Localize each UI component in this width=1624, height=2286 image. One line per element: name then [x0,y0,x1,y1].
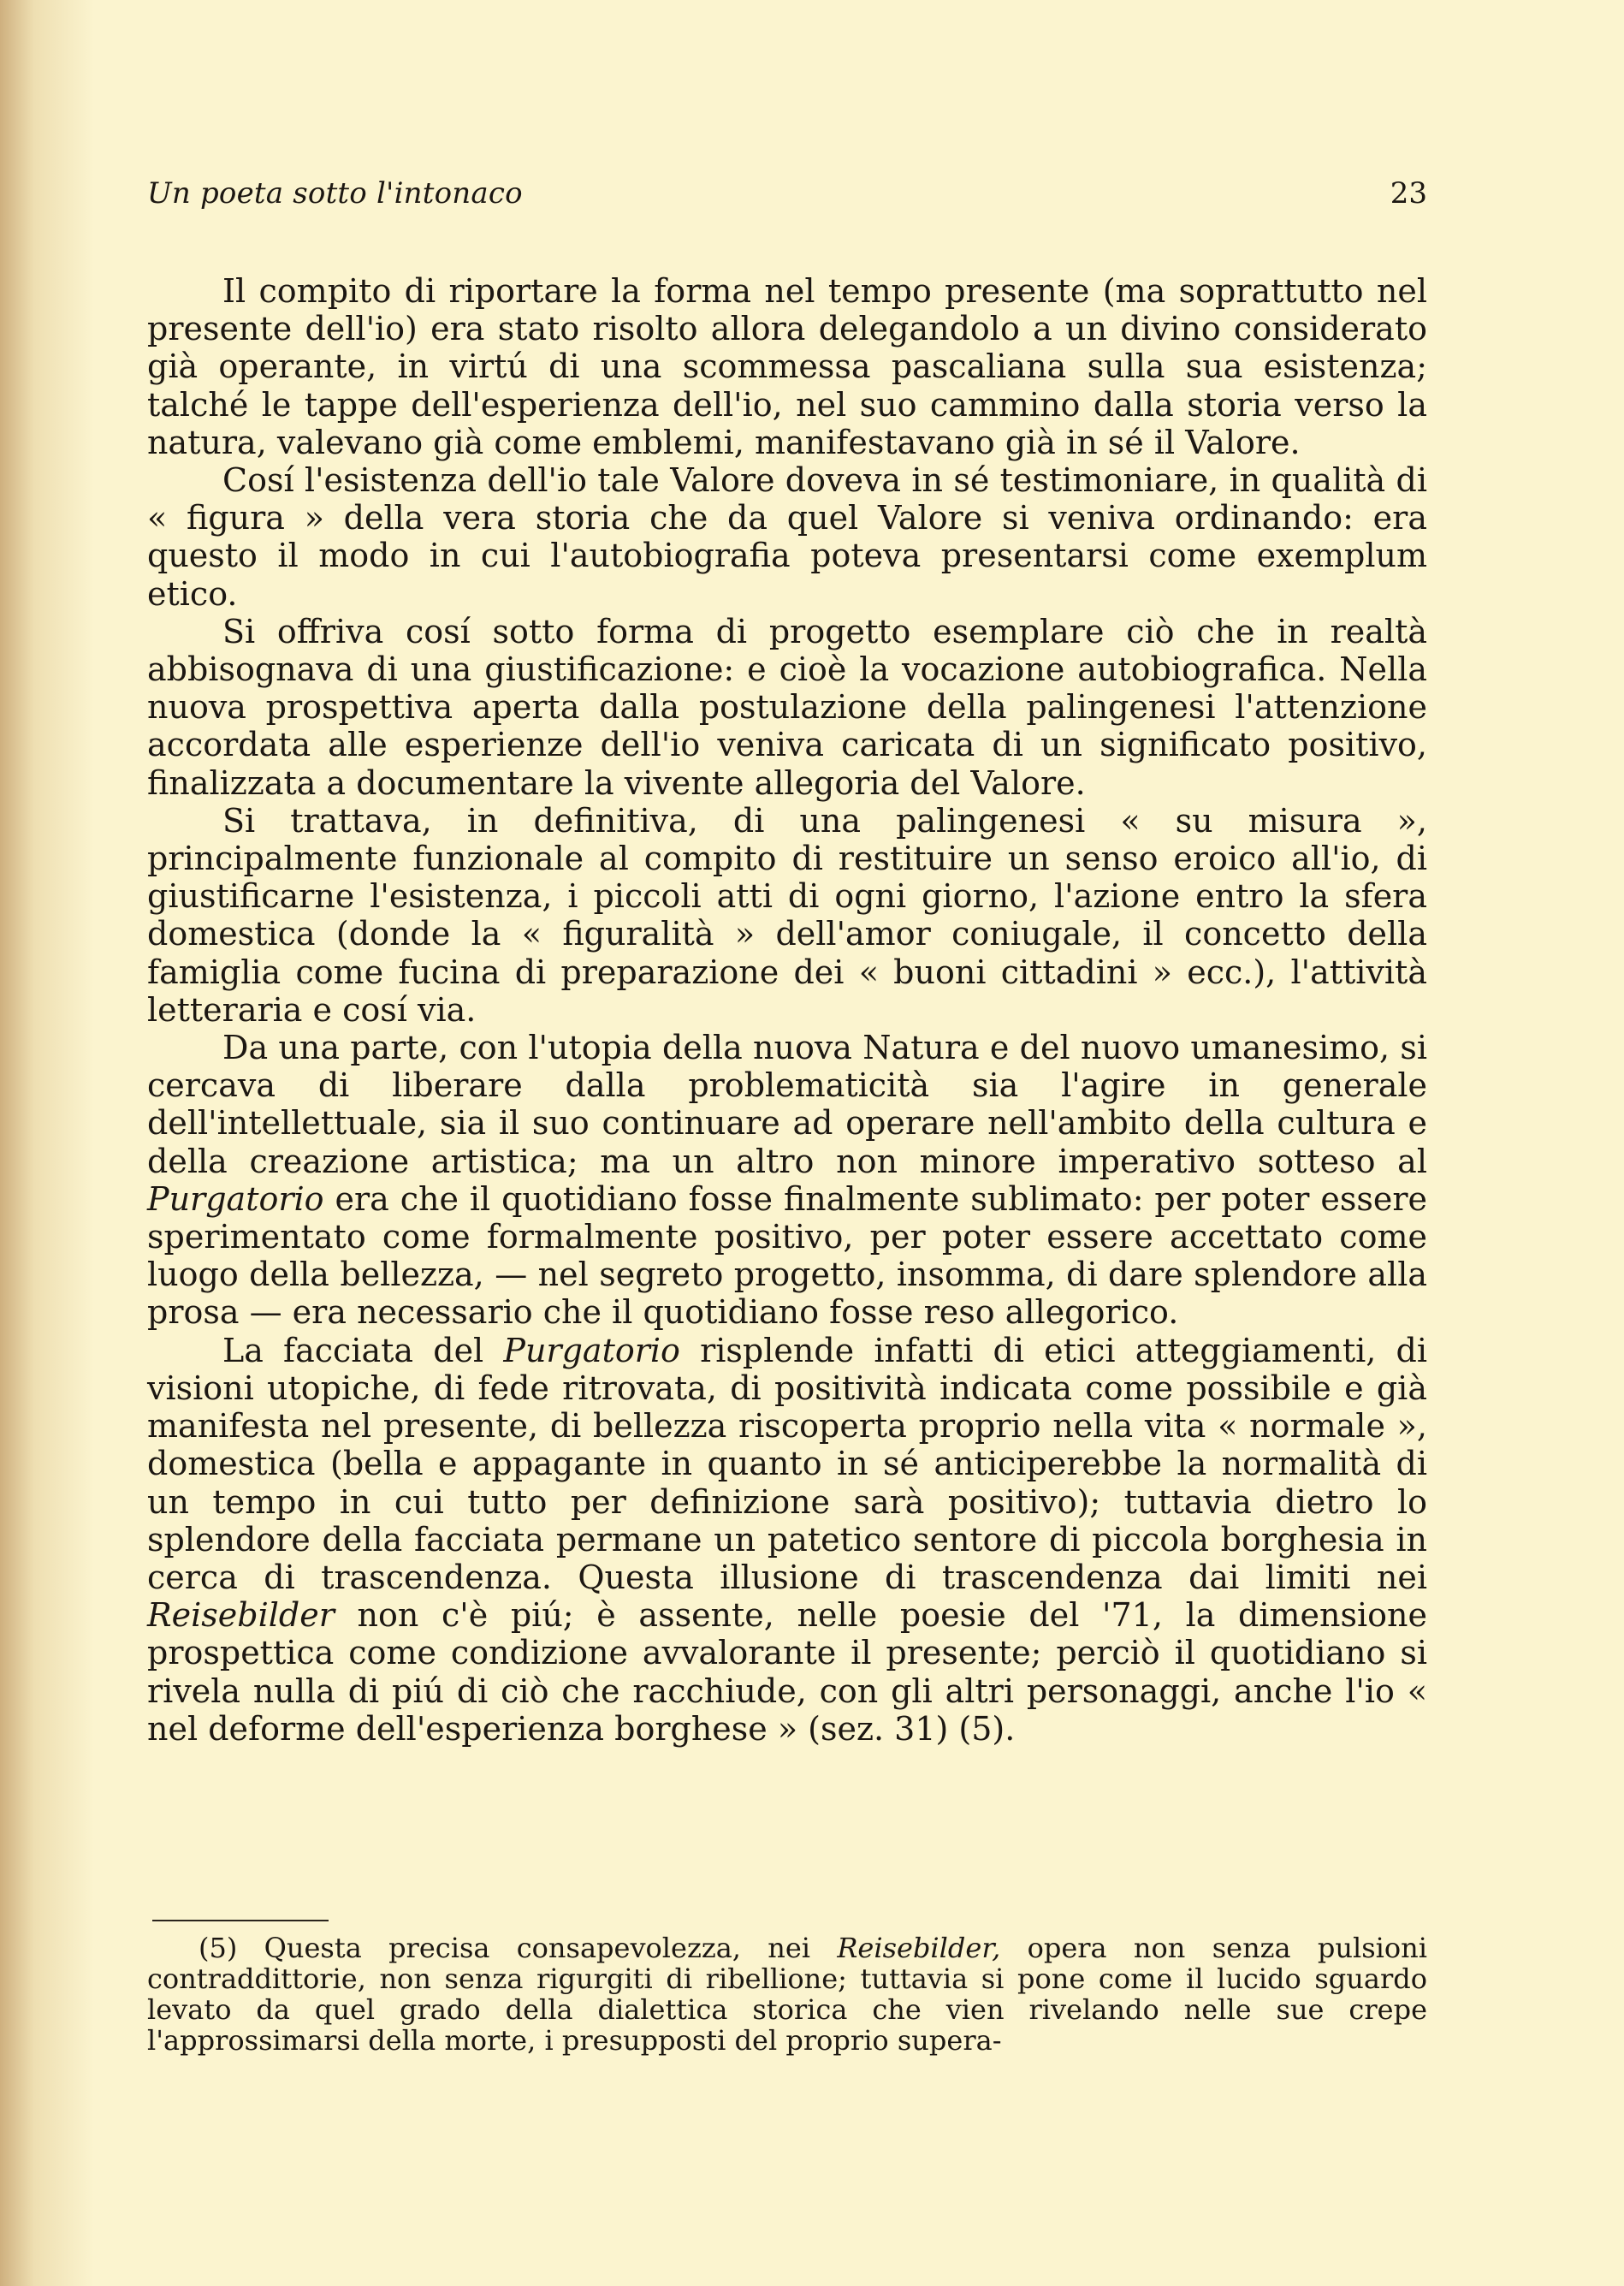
paragraph [147,461,1427,613]
text-span: era che il quotidiano fosse finalmente sublimato: per poter essere sperimentato come formalmente positivo, per poter essere accettato come luogo della bellezza, — nel segreto progetto, insomma, di dare splendore alla prosa — era necessario che il quotidiano fosse reso allegorico. [147,1179,1427,1332]
paragraph [147,1332,1427,1748]
book-title-italic: Purgatorio [503,1331,680,1369]
paragraph [147,613,1427,802]
footnote-divider [152,1920,329,1921]
footnote [147,1933,1427,2056]
text-span: Il compito di riportare la forma nel tempo presente (ma soprattutto nel presente dell'io) era stato risolto allora delegandolo a un divino considerato già operante, in virtú di una scommessa pascaliana sulla sua esistenza; talché le tappe dell'esperienza dell'io, nel suo cammino dalla storia verso la natura, valevano già come emblemi, manifestavano già in sé il Valore. [147,272,1427,461]
page-number: 23 [1390,176,1427,211]
page-header [147,176,1427,219]
book-title-italic: Reisebilder [147,1596,335,1635]
text-span: Da una parte, con l'utopia della nuova Natura e del nuovo umanesimo, si cercava di liberare dalla problematicità sia l'agire in generale dell'intellettuale, sia il suo continuare ad operare nell'ambito della cultura e della creazione artistica; ma un altro non minore imperativo sotteso al [147,1029,1427,1180]
text-span: Si offriva cosí sotto forma di progetto esemplare ciò che in realtà abbisognava di una giustificazione: e cioè la vocazione autobiografica. Nella nuova prospettiva aperta dalla postulazione della palingenesi l'attenzione accordata alle esperienze dell'io veniva caricata di un significato positivo, finalizzata a documentare la vivente allegoria del Valore. [147,612,1427,802]
book-title-italic: Purgatorio [147,1179,324,1218]
running-title: Un poeta sotto l'intonaco [147,176,523,211]
text-span: opera non senza pulsioni contraddittorie, non senza rigurgiti di ribellione; tuttavia si pone come il lucido sguardo levato da quel grado della dialettica storica che vien rivelando nelle sue crepe l'approssimarsi della morte, i presupposti del proprio supera- [147,1932,1427,2057]
body-text [147,272,1427,1748]
text-span: La facciata del [222,1331,504,1369]
text-span: Si trattava, in definitiva, di una palingenesi « su misura », principalmente funzionale al compito di restituire un senso eroico all'io, di giustificarne l'esistenza, i piccoli atti di ogni giorno, l'azione entro la sfera domestica (donde la « figuralità » dell'amor coniugale, il concetto della famiglia come fucina di preparazione dei « buoni cittadini » ecc.), l'attività letteraria e cosí via. [147,801,1427,1029]
footnote-paragraph [147,1933,1427,2056]
book-title-italic: Reisebilder, [837,1932,1001,1964]
text-span: risplende infatti di etici atteggiamenti, di visioni utopiche, di fede ritrovata, di positività indicata come possibile e già manifesta nel presente, di bellezza riscoperta proprio nella vita « normale », domestica (bella e appagante in quanto in sé anticiperebbe la normalità di un tempo in cui tutto per definizione sarà positivo); tuttavia dietro lo splendore della facciata permane un patetico sentore di piccola borghesia in cerca di trascendenza. Questa illusione di trascendenza dai limiti nei [147,1331,1427,1596]
text-span: Cosí l'esistenza dell'io tale Valore doveva in sé testimoniare, in qualità di « figura » della vera storia che da quel Valore si veniva ordinando: era questo il modo in cui l'autobiografia poteva presentarsi come exemplum etico. [147,461,1427,613]
text-span: non c'è piú; è assente, nelle poesie del '71, la dimensione prospettica come condizione avvalorante il presente; perciò il quotidiano si rivela nulla di piú di ciò che racchiude, con gli altri personaggi, anche l'io « nel deforme dell'esperienza borghese » (sez. 31) (5). [147,1596,1427,1748]
paragraph [147,1029,1427,1332]
text-span: (5) Questa precisa consapevolezza, nei [199,1932,838,1964]
paragraph [147,802,1427,1029]
paragraph [147,272,1427,461]
